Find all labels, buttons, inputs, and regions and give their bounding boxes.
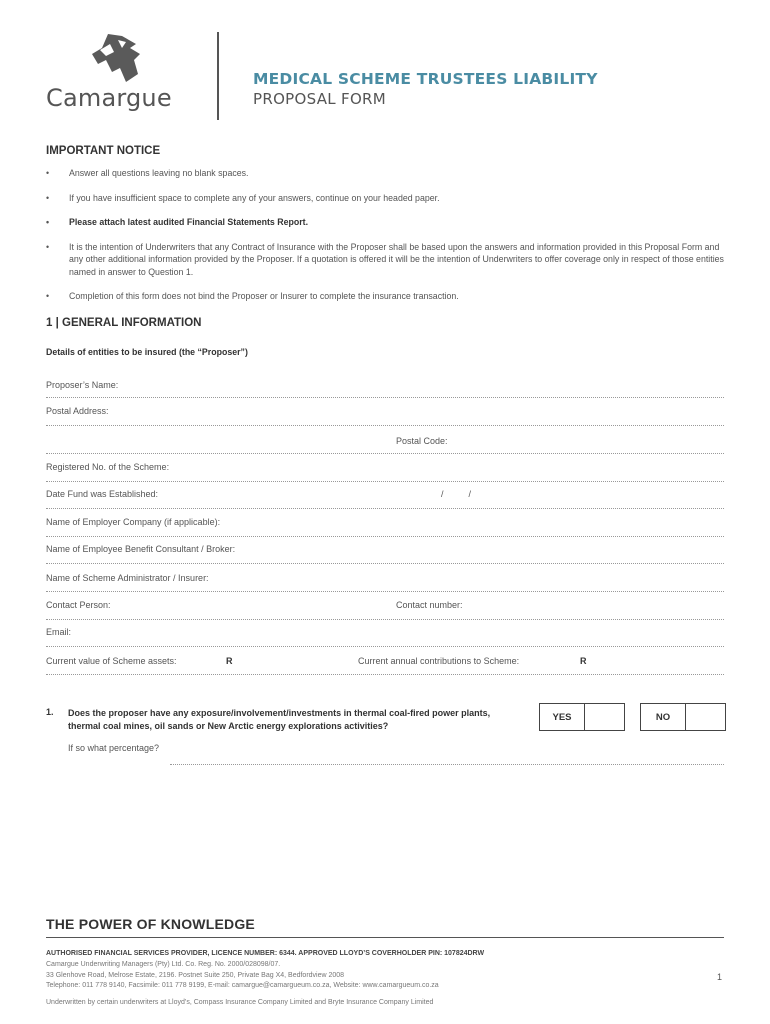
header-divider	[217, 32, 219, 120]
assets-label: Current value of Scheme assets:	[46, 656, 177, 666]
notice-item: • It is the intention of Underwriters that any Contract of Insurance with the Proposer shall be based upon the answers and information provided in this Proposal Form and any other additional information provided by the Proposer. If a quotation is offered it will be the intention of Underwriters to offer coverage only in respect of those entities named in answer to Question 1.	[46, 241, 726, 279]
postal-address-field[interactable]	[46, 425, 724, 426]
notice-list	[46, 167, 726, 315]
notice-item: • If you have insufficient space to complete any of your answers, continue on your headed paper.	[46, 192, 726, 205]
contributions-label: Current annual contributions to Scheme:	[358, 656, 520, 666]
employer-company-label: Name of Employer Company (if applicable):	[46, 517, 221, 527]
proposer-name-label: Proposer’s Name:	[46, 380, 119, 390]
date-established-label: Date Fund was Established:	[46, 489, 159, 499]
important-notice-heading: IMPORTANT NOTICE	[46, 145, 161, 157]
registered-no-field[interactable]	[46, 481, 724, 482]
registered-no-label: Registered No. of the Scheme:	[46, 462, 170, 472]
licence-text: AUTHORISED FINANCIAL SERVICES PROVIDER, LICENCE NUMBER: 6344. APPROVED LLOYD’S COVERHOLDER PIN: 107824DRW	[46, 950, 485, 957]
company-contact: Telephone: 011 778 9140, Facsimile: 011 778 9199, E-mail: camargue@camargueum.co.za, Website: www.camargueum.co.za	[46, 982, 439, 990]
contact-person-label: Contact Person:	[46, 600, 111, 610]
question-text: Does the proposer have any exposure/involvement/investments in thermal coal-fired power plants, thermal coal mines, oil sands or New Arctic energy explorations activities?	[68, 708, 491, 731]
consultant-label: Name of Employee Benefit Consultant / Broker:	[46, 544, 236, 554]
entities-subheading: Details of entities to be insured (the “Proposer”)	[46, 347, 248, 357]
no-option	[640, 703, 726, 731]
notice-item: • Please attach latest audited Financial Statements Report.	[46, 216, 726, 229]
notice-item: • Completion of this form does not bind the Proposer or Insurer to complete the insurance transaction.	[46, 290, 726, 303]
yes-label: YES	[552, 711, 572, 723]
company-registration: Camargue Underwriting Managers (Pty) Ltd. Co. Reg. No. 2000/028098/07.	[46, 960, 281, 968]
employer-company-field[interactable]	[46, 536, 724, 537]
contact-field[interactable]	[46, 619, 724, 620]
proposer-name-field[interactable]	[46, 397, 724, 398]
camargue-logo	[46, 30, 196, 120]
form-subtitle: PROPOSAL FORM	[253, 90, 387, 108]
notice-item: • Answer all questions leaving no blank spaces.	[46, 167, 726, 180]
form-title: MEDICAL SCHEME TRUSTEES LIABILITY	[253, 70, 598, 88]
administrator-field[interactable]	[46, 591, 724, 592]
contributions-currency: R	[580, 656, 587, 666]
date-established-field[interactable]	[46, 508, 724, 509]
no-label: NO	[655, 711, 671, 723]
postal-code-label: Postal Code:	[396, 436, 448, 446]
percentage-label: If so what percentage?	[68, 743, 160, 753]
question-number: 1.	[46, 707, 54, 717]
company-details	[46, 949, 484, 992]
contact-number-label: Contact number:	[396, 600, 463, 610]
footer-divider	[46, 937, 724, 938]
postal-code-field[interactable]	[46, 453, 724, 454]
section-heading-general-information: 1 | GENERAL INFORMATION	[46, 317, 202, 329]
date-separators: / /	[441, 489, 472, 499]
consultant-field[interactable]	[46, 563, 724, 564]
assets-currency: R	[226, 656, 233, 666]
email-field[interactable]	[46, 646, 724, 647]
email-label: Email:	[46, 627, 72, 637]
company-address: 33 Glenhove Road, Melrose Estate, 2196. Postnet Suite 250, Private Bag X4, Bedfordview 2008	[46, 971, 345, 979]
percentage-field[interactable]	[170, 764, 724, 765]
underwriters-text: Underwritten by certain underwriters at Lloyd’s, Compass Insurance Company Limited and Bryte Insurance Company Limited	[46, 999, 434, 1006]
assets-contributions-field[interactable]	[46, 674, 724, 675]
yes-option	[539, 703, 625, 731]
postal-address-label: Postal Address:	[46, 406, 109, 416]
page-number: 1	[717, 972, 723, 982]
logo-wordmark: Camargue	[46, 84, 172, 112]
administrator-label: Name of Scheme Administrator / Insurer:	[46, 573, 209, 583]
tagline: THE POWER OF KNOWLEDGE	[46, 916, 255, 932]
horse-head-icon	[86, 30, 146, 90]
yes-checkbox[interactable]	[584, 704, 624, 730]
no-checkbox[interactable]	[685, 704, 725, 730]
